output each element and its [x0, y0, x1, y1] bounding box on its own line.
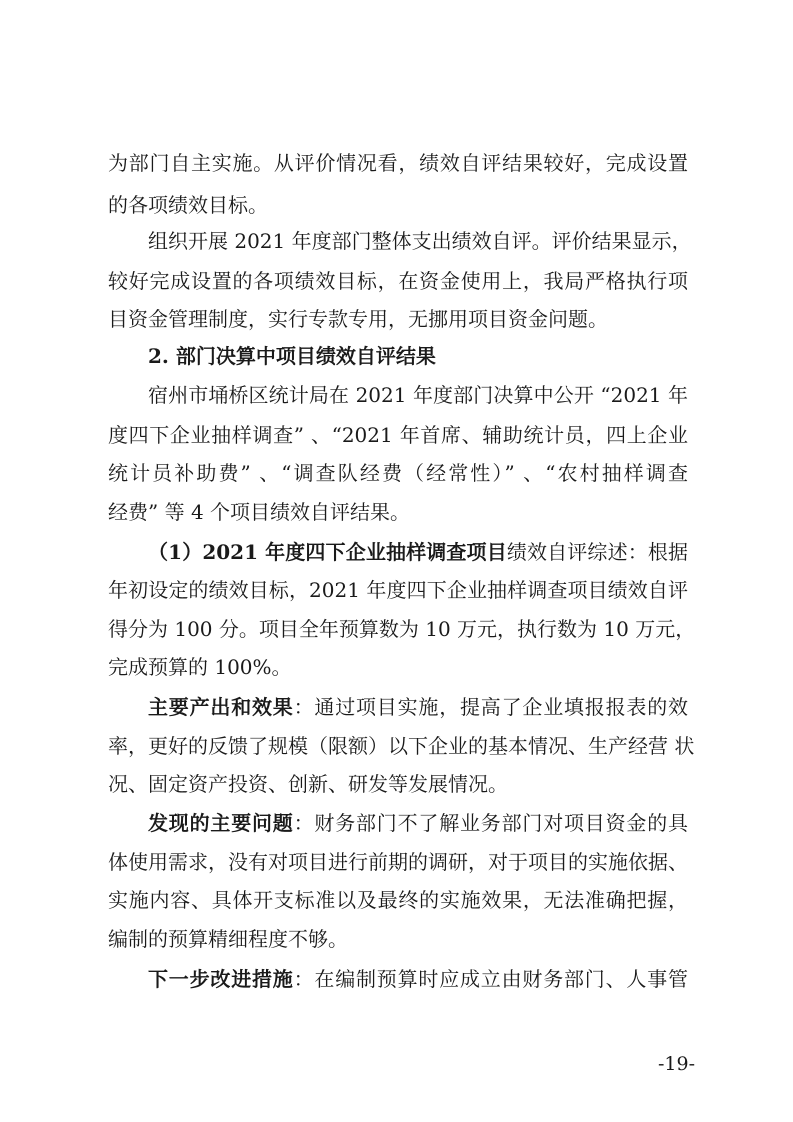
- body-line: 为部门自主实施。从评价情况看，绩效自评结果较好，完成设置: [108, 151, 688, 175]
- body-line: 体使用需求，没有对项目进行前期的调研，对于项目的实施依据、: [108, 850, 688, 874]
- body-line: 较好完成设置的各项绩效目标，在资金使用上，我局严格执行项: [108, 269, 688, 293]
- project-heading: （1）2021 年度四下企业抽样调查项目: [148, 540, 507, 564]
- output-effect-text: ：通过项目实施，提高了企业填报报表的效: [293, 695, 689, 719]
- page-number: -19-: [657, 1053, 695, 1075]
- improvement-text: ：在编制预算时应成立由财务部门、人事管: [293, 967, 689, 991]
- body-line: 年初设定的绩效目标，2021 年度四下企业抽样调查项目绩效自评: [108, 578, 688, 602]
- section-heading: 2. 部门决算中项目绩效自评结果: [148, 344, 436, 368]
- body-line: 得分为 100 分。项目全年预算数为 10 万元，执行数为 10 万元，: [108, 617, 696, 641]
- body-line: 实施内容、具体开支标准以及最终的实施效果，无法准确把握，: [108, 888, 688, 912]
- body-line: 宿州市埇桥区统计局在 2021 年度部门决算中公开 “2021 年: [148, 383, 688, 407]
- improvement-line: [148, 964, 688, 994]
- improvement-label: 下一步改进措施: [148, 967, 294, 991]
- body-line: 编制的预算精细程度不够。: [108, 927, 348, 951]
- body-line: 的各项绩效目标。: [108, 193, 268, 217]
- body-line: 完成预算的 100%。: [108, 655, 292, 679]
- body-line: 度四下企业抽样调查” 、“2021 年首席、辅助统计员，四上企业: [108, 423, 688, 447]
- project-paragraph-line: [148, 537, 688, 567]
- body-line: 统计员补助费” 、“调查队经费（经常性）” 、“农村抽样调查: [108, 461, 688, 485]
- body-line: 经费” 等 4 个项目绩效自评结果。: [108, 500, 411, 524]
- body-line: 况、固定资产投资、创新、研发等发展情况。: [108, 772, 508, 796]
- output-effect-label: 主要产出和效果: [148, 695, 294, 719]
- project-heading-rest: 绩效自评综述：根据: [506, 540, 689, 564]
- body-line: 目资金管理制度，实行专款专用，无挪用项目资金问题。: [108, 307, 608, 331]
- body-line: 率，更好的反馈了规模（限额）以下企业的基本情况、生产经营 状: [108, 734, 695, 758]
- problems-line: [148, 808, 688, 838]
- body-line: 组织开展 2021 年度部门整体支出绩效自评。评价结果显示，: [148, 229, 692, 253]
- problems-text: ：财务部门不了解业务部门对项目资金的具: [293, 811, 689, 835]
- problems-label: 发现的主要问题: [148, 811, 294, 835]
- output-effect-line: [148, 692, 688, 722]
